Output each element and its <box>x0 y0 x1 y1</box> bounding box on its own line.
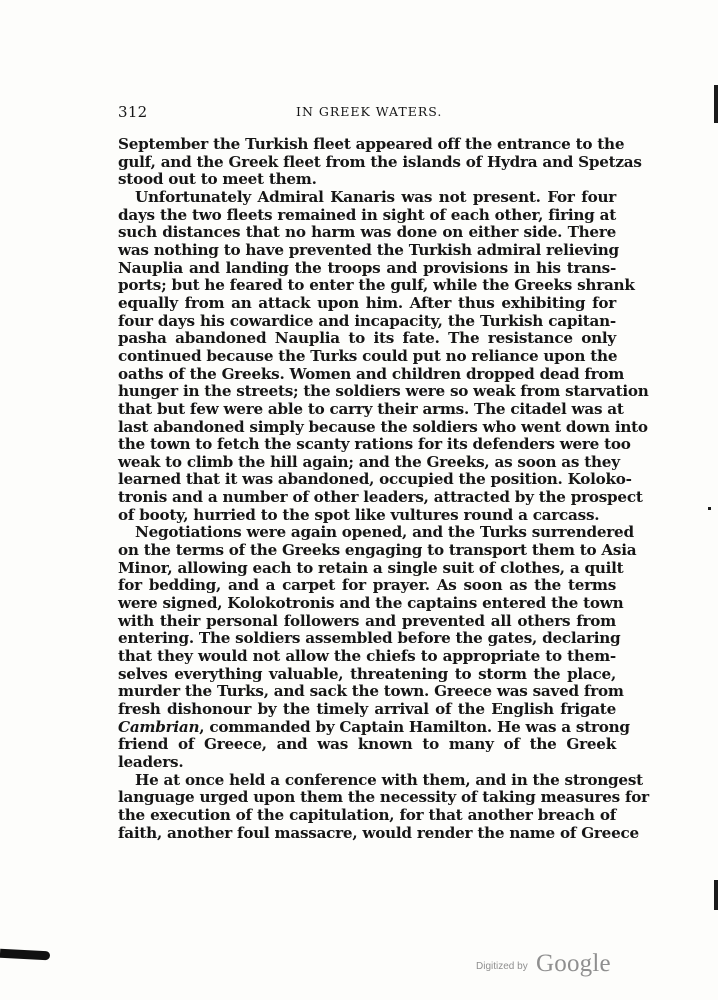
text-line: ports; but he feared to enter the gulf, while the Greeks shrank <box>118 276 635 295</box>
text-line: learned that it was abandoned, occupied the position. Koloko- <box>118 470 632 489</box>
page-header <box>118 103 618 123</box>
text-line: September the Turkish fleet appeared off the entrance to the <box>118 135 625 153</box>
text-line: on the terms of the Greeks engaging to transport them to Asia <box>118 541 637 560</box>
text-line: gulf, and the Greek fleet from the islands of Hydra and Spetzas <box>118 152 642 171</box>
google-logo: Google <box>536 950 611 977</box>
text-line: the execution of the capitulation, for that another breach of <box>118 805 616 824</box>
text-line: entering. The soldiers assembled before the gates, declaring <box>118 629 621 648</box>
text-line: oaths of the Greeks. Women and children dropped dead from <box>118 364 625 383</box>
text-line: that they would not allow the chiefs to appropriate to them- <box>118 647 616 666</box>
italic-ship-name-line: Cambrian, commanded by Captain Hamilton. He was a strong <box>118 717 630 736</box>
text-line: tronis and a number of other leaders, attracted by the prospect <box>118 488 643 507</box>
text-line: equally from an attack upon him. After thus exhibiting for <box>118 293 616 312</box>
text-line: friend of Greece, and was known to many of the Greek <box>118 735 616 754</box>
ship-name: Cambrian <box>118 717 200 736</box>
paragraph-start-line: Unfortunately Admiral Kanaris was not present. For four <box>135 187 616 206</box>
scan-edge-mark <box>714 85 718 123</box>
body-text <box>118 135 649 842</box>
digitized-by-label: Digitized by <box>476 961 528 972</box>
scan-edge-mark <box>714 880 718 910</box>
text-line: selves everything valuable, threatening to storm the place, <box>118 664 616 683</box>
paragraph-start-line: Negotiations were again opened, and the Turks surrendered <box>135 523 634 542</box>
text-line: Minor, allowing each to retain a single suit of clothes, a quilt <box>118 558 624 577</box>
text-line: fresh dishonour by the timely arrival of the English frigate <box>118 700 616 718</box>
text-line: was nothing to have prevented the Turkish admiral relieving <box>118 240 619 259</box>
text-line: language urged upon them the necessity of taking measures for <box>118 788 649 807</box>
text-line: continued because the Turks could put no reliance upon the <box>118 346 618 365</box>
text-line: leaders. <box>118 752 184 771</box>
text-line: that but few were able to carry their arms. The citadel was at <box>118 399 624 418</box>
text-line: pasha abandoned Nauplia to its fate. The resistance only <box>118 329 616 348</box>
text-line: of booty, hurried to the spot like vultures round a carcass. <box>118 505 600 524</box>
text-line: the town to fetch the scanty rations for its defenders were too <box>118 435 631 454</box>
text-line: weak to climb the hill again; and the Greeks, as soon as they <box>118 452 620 471</box>
text-line: last abandoned simply because the soldiers who went down into <box>118 417 648 436</box>
text-line: faith, another foul massacre, would render the name of Greece <box>118 823 639 842</box>
text-line: hunger in the streets; the soldiers were so weak from starvation <box>118 382 649 401</box>
digitized-watermark <box>476 950 636 980</box>
text-line: Nauplia and landing the troops and provisions in his trans- <box>118 258 616 277</box>
text-line: with their personal followers and prevented all others from <box>118 611 616 630</box>
running-title: IN GREEK WATERS. <box>296 104 443 119</box>
text-line: four days his cowardice and incapacity, the Turkish capitan- <box>118 311 616 330</box>
text-line: days the two fleets remained in sight of each other, firing at <box>118 205 616 224</box>
text-line: were signed, Kolokotronis and the captains entered the town <box>118 594 624 613</box>
paragraph-start-line: He at once held a conference with them, and in the strongest <box>135 770 643 789</box>
text-line: stood out to meet them. <box>118 170 317 189</box>
scan-smudge <box>0 949 50 961</box>
text-line: murder the Turks, and sack the town. Greece was saved from <box>118 682 624 701</box>
scan-speck <box>708 507 711 510</box>
text-line: for bedding, and a carpet for prayer. As soon as the terms <box>118 576 616 595</box>
text-line: such distances that no harm was done on either side. There <box>118 223 616 242</box>
page-number: 312 <box>118 103 148 121</box>
